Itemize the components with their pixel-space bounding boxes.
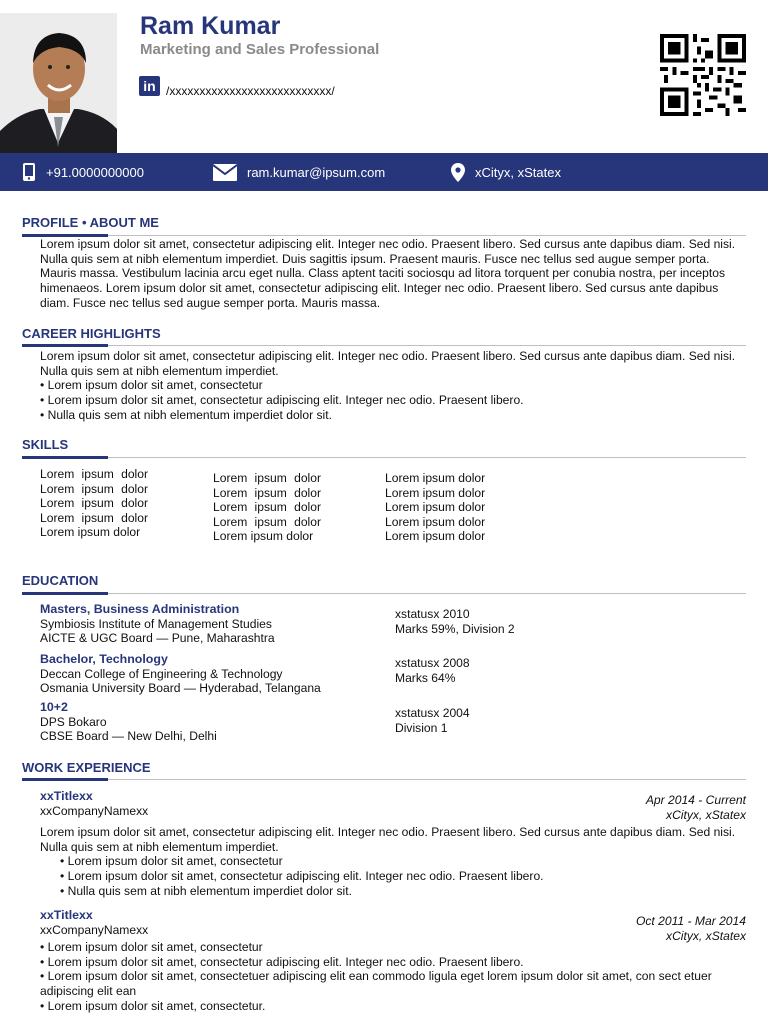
- education-board: Osmania University Board — Hyderabad, Telangana: [40, 681, 321, 695]
- education-marks: Division 1: [395, 720, 448, 735]
- email-address: ram.kumar@ipsum.com: [247, 164, 386, 180]
- education-entry: [40, 700, 400, 744]
- linkedin-icon[interactable]: in: [139, 76, 160, 96]
- profile-text: Lorem ipsum dolor sit amet, consectetur adipiscing elit. Integer nec odio. Praesent libero. Sed cursus ante dapibus diam. Sed nisi. Nulla quis sem at nibh elementum imperdiet. Duis sagittis ipsum. Praesent mauris. Fusce nec tellus sed augue semper porta. Mauris massa. Vestibulum lacinia arcu eget nulla. Class aptent taciti sociosqu ad litora torquent per conubia nostra, per inceptos himenaeos. Lorem ipsum dolor sit amet, consectetur adipiscing elit. Integer nec odio. Praesent libero. Sed cursus ante dapibus diam. Fusce nec tellus sed augue semper porta. Mauris massa.: [40, 237, 736, 310]
- candidate-title: Marketing and Sales Professional: [140, 41, 380, 58]
- section-divider: [22, 593, 746, 594]
- highlight-bullet: • Lorem ipsum dolor sit amet, consectetur: [40, 378, 263, 393]
- job-date-range: Oct 2011 - Mar 2014: [635, 914, 746, 928]
- phone-icon: [22, 162, 36, 182]
- career-highlights-heading: CAREER HIGHLIGHTS: [22, 326, 161, 341]
- phone-contact[interactable]: [22, 153, 144, 191]
- email-contact[interactable]: [213, 153, 385, 191]
- profile-heading: PROFILE • ABOUT ME: [22, 215, 159, 230]
- skills-column-2: Lorem ipsum dolor Lorem ipsum dolor Lorem ipsum dolor Lorem ipsum dolor Lorem ipsum dolor: [213, 471, 321, 543]
- highlight-bullet: • Lorem ipsum dolor sit amet, consectetur adipiscing elit. Integer nec odio. Praesent libero.: [40, 393, 524, 408]
- education-degree: 10+2: [40, 700, 68, 714]
- education-heading: EDUCATION: [22, 573, 99, 588]
- job-bullet: • Lorem ipsum dolor sit amet, consectetur: [60, 854, 283, 869]
- work-experience-heading: WORK EXPERIENCE: [22, 760, 151, 775]
- section-divider: [22, 457, 746, 458]
- education-entry: [40, 602, 400, 646]
- career-highlights-body: [40, 349, 740, 423]
- job-title: xxTitlexx: [40, 789, 93, 803]
- job-bullet: • Lorem ipsum dolor sit amet, consectetur adipiscing elit. Integer nec odio. Praesent libero.: [40, 954, 524, 969]
- education-degree: Bachelor, Technology: [40, 652, 168, 666]
- job-bullet: • Lorem ipsum dolor sit amet, consectetur: [40, 940, 263, 954]
- job-summary: Lorem ipsum dolor sit amet, consectetur adipiscing elit. Integer nec odio. Praesent libero. Sed cursus ante dapibus diam. Sed nisi. Nulla quis sem at nibh elementum imperdiet.: [40, 825, 736, 854]
- job-bullet: • Lorem ipsum dolor sit amet, consectetur.: [40, 998, 266, 1013]
- education-details: [395, 607, 595, 636]
- education-year: xstatusx 2010: [395, 607, 470, 621]
- job-description: [40, 825, 740, 899]
- location-text: xCityx, xStatex: [475, 164, 561, 180]
- job-bullet: • Lorem ipsum dolor sit amet, consectetuer adipiscing elit ean commodo ligula eget lorem ipsum dolor sit amet, con sect etuer adipiscing elit ean: [40, 969, 712, 999]
- job-location: xCityx, xStatex: [666, 928, 746, 943]
- education-board: AICTE & UGC Board — Pune, Maharashtra: [40, 631, 275, 645]
- candidate-name: Ram Kumar: [140, 12, 281, 40]
- education-marks: Marks 59%, Division 2: [395, 621, 515, 636]
- skill-item: Lorem ipsum dolor: [385, 471, 486, 485]
- skills-column-3: [385, 471, 525, 544]
- job-description: [40, 940, 740, 1014]
- section-divider: [22, 235, 746, 236]
- education-details: [395, 656, 595, 685]
- skills-heading: SKILLS: [22, 437, 69, 452]
- job-title: xxTitlexx: [40, 908, 93, 922]
- job-bullet: • Lorem ipsum dolor sit amet, consectetur adipiscing elit. Integer nec odio. Praesent libero.: [60, 869, 544, 884]
- location-contact: [451, 153, 561, 191]
- section-divider: [22, 779, 746, 780]
- section-divider: [22, 345, 746, 346]
- location-pin-icon: [451, 163, 465, 182]
- education-school: DPS Bokaro: [40, 714, 107, 729]
- phone-number: +91.0000000000: [46, 164, 144, 180]
- skill-item: Lorem ipsum dolor: [385, 529, 486, 543]
- job-date-range: Apr 2014 - Current: [645, 793, 746, 807]
- skill-item: Lorem ipsum dolor: [385, 514, 486, 529]
- highlight-bullet: • Nulla quis sem at nibh elementum imperdiet dolor sit.: [40, 407, 332, 422]
- education-board: CBSE Board — New Delhi, Delhi: [40, 729, 217, 743]
- job-dates: [646, 793, 746, 822]
- education-year: xstatusx 2008: [395, 656, 470, 670]
- qr-code-icon: [660, 34, 746, 116]
- education-entry: [40, 652, 400, 696]
- education-year: xstatusx 2004: [395, 706, 470, 720]
- job-bullet: • Nulla quis sem at nibh elementum imperdiet dolor sit.: [60, 883, 352, 898]
- education-school: Symbiosis Institute of Management Studies: [40, 616, 272, 631]
- job-company: xxCompanyNamexx: [40, 923, 149, 937]
- email-icon: [213, 164, 237, 181]
- highlights-text: Lorem ipsum dolor sit amet, consectetur adipiscing elit. Integer nec odio. Praesent libero. Sed cursus ante dapibus diam. Sed nisi. Nulla quis sem at nibh elementum imperdiet.: [40, 349, 736, 378]
- skills-column-1: Lorem ipsum dolor Lorem ipsum dolor Lorem ipsum dolor Lorem ipsum dolor Lorem ipsum dolor: [40, 467, 148, 539]
- education-school: Deccan College of Engineering & Technology: [40, 666, 283, 681]
- job-dates: [636, 914, 746, 943]
- education-degree: Masters, Business Administration: [40, 602, 240, 616]
- job-company: xxCompanyNamexx: [40, 804, 149, 818]
- profile-photo: [0, 13, 117, 153]
- education-details: [395, 706, 595, 735]
- education-marks: Marks 64%: [395, 670, 456, 685]
- skill-item: Lorem ipsum dolor: [385, 500, 486, 514]
- linkedin-url[interactable]: /xxxxxxxxxxxxxxxxxxxxxxxxxxx/: [166, 84, 335, 98]
- skill-item: Lorem ipsum dolor: [385, 485, 486, 500]
- contact-bar: [0, 153, 768, 191]
- job-location: xCityx, xStatex: [666, 807, 746, 822]
